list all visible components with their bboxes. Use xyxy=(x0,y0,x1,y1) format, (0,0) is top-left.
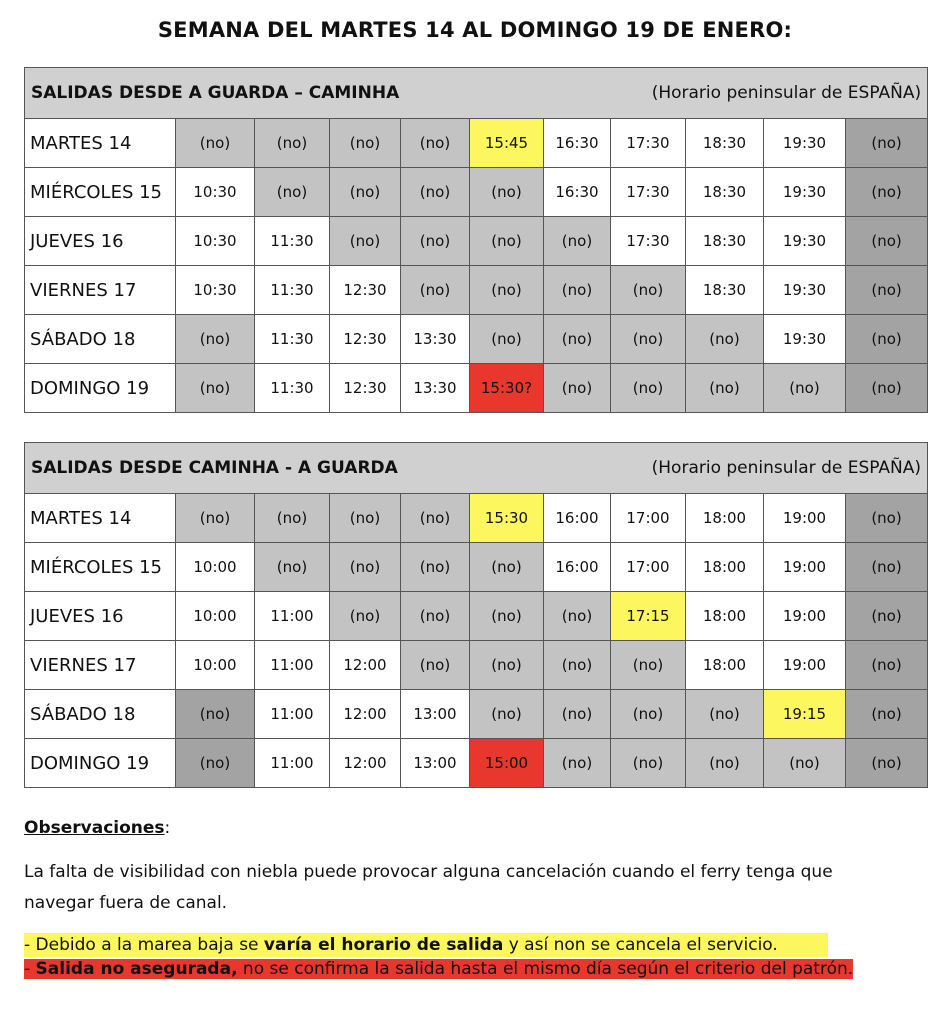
departure-cell: 16:00 xyxy=(544,494,611,543)
departure-cell: (no) xyxy=(255,119,330,168)
departure-cell: 19:30 xyxy=(764,266,846,315)
departure-cell: 19:00 xyxy=(764,543,846,592)
schedule-table-caminha-guarda xyxy=(24,442,928,788)
day-label: SÁBADO 18 xyxy=(25,315,176,364)
departure-cell: 12:00 xyxy=(330,641,401,690)
departure-cell: (no) xyxy=(470,266,544,315)
schedule-row xyxy=(25,641,928,690)
departure-cell: (no) xyxy=(544,592,611,641)
departure-cell: 18:00 xyxy=(686,543,764,592)
departure-cell: 11:00 xyxy=(255,739,330,788)
day-label: MIÉRCOLES 15 xyxy=(25,543,176,592)
departure-cell: 19:30 xyxy=(764,168,846,217)
departure-cell: (no) xyxy=(846,119,928,168)
departure-cell: 10:00 xyxy=(176,543,255,592)
departure-cell: 16:00 xyxy=(544,543,611,592)
departure-cell: (no) xyxy=(846,641,928,690)
departure-cell: (no) xyxy=(255,543,330,592)
legend-red-post: no se confirma la salida hasta el mismo día según el criterio del patrón. xyxy=(237,959,854,979)
timezone-note: (Horario peninsular de ESPAÑA) xyxy=(651,458,922,478)
legend-red-pre: - xyxy=(24,959,36,979)
departure-cell: 12:00 xyxy=(330,690,401,739)
departure-cell: 19:00 xyxy=(764,494,846,543)
departure-cell: 17:15 xyxy=(611,592,686,641)
observations-label: Observaciones xyxy=(24,818,165,838)
table-header-row xyxy=(25,443,928,494)
departure-cell: (no) xyxy=(401,217,470,266)
departure-cell: (no) xyxy=(686,690,764,739)
departure-cell: (no) xyxy=(330,543,401,592)
departure-cell: 17:00 xyxy=(611,494,686,543)
departure-cell: (no) xyxy=(470,168,544,217)
departure-cell: (no) xyxy=(686,364,764,413)
schedule-row xyxy=(25,690,928,739)
departure-cell: (no) xyxy=(330,119,401,168)
day-label: DOMINGO 19 xyxy=(25,739,176,788)
departure-cell: (no) xyxy=(255,494,330,543)
observations-text: La falta de visibilidad con niebla puede provocar alguna cancelación cuando el ferry tenga que navegar fuera de canal. xyxy=(24,862,833,913)
legend-red-bold: Salida no asegurada, xyxy=(35,959,238,979)
day-label: SÁBADO 18 xyxy=(25,690,176,739)
departure-cell: (no) xyxy=(846,266,928,315)
departure-cell: (no) xyxy=(544,364,611,413)
departure-cell: 10:30 xyxy=(176,217,255,266)
departure-cell: (no) xyxy=(846,168,928,217)
departure-cell: 19:30 xyxy=(764,119,846,168)
legend-yellow xyxy=(24,933,828,957)
departure-cell: (no) xyxy=(401,592,470,641)
departure-cell: (no) xyxy=(846,739,928,788)
legend-yellow-bold: varía el horario de salida xyxy=(263,935,504,955)
departure-cell: (no) xyxy=(611,364,686,413)
departure-cell: 18:30 xyxy=(686,119,764,168)
departure-cell: 11:30 xyxy=(255,217,330,266)
departure-cell: 10:00 xyxy=(176,641,255,690)
departure-cell: 18:00 xyxy=(686,641,764,690)
schedule-row xyxy=(25,494,928,543)
day-label: VIERNES 17 xyxy=(25,266,176,315)
departure-cell: (no) xyxy=(846,690,928,739)
table-header xyxy=(25,443,928,494)
observations-colon: : xyxy=(164,818,171,838)
departure-cell: 16:30 xyxy=(544,119,611,168)
departure-cell: (no) xyxy=(846,364,928,413)
departure-cell: (no) xyxy=(846,217,928,266)
departure-cell: 18:30 xyxy=(686,168,764,217)
table-header xyxy=(25,68,928,119)
departure-cell: 18:30 xyxy=(686,266,764,315)
departure-cell: (no) xyxy=(470,641,544,690)
departure-cell: 11:00 xyxy=(255,641,330,690)
departure-cell: (no) xyxy=(611,739,686,788)
departure-cell: 16:30 xyxy=(544,168,611,217)
page-title: SEMANA DEL MARTES 14 AL DOMINGO 19 DE ENERO: xyxy=(157,18,793,42)
departure-cell: (no) xyxy=(846,315,928,364)
departure-cell: (no) xyxy=(611,266,686,315)
schedule-row xyxy=(25,266,928,315)
departure-cell: 13:00 xyxy=(401,739,470,788)
departure-cell: 12:00 xyxy=(330,739,401,788)
departure-cell: (no) xyxy=(401,543,470,592)
departure-cell: 11:00 xyxy=(255,690,330,739)
departure-cell: (no) xyxy=(611,690,686,739)
departure-cell: 18:00 xyxy=(686,494,764,543)
day-label: MIÉRCOLES 15 xyxy=(25,168,176,217)
table-title: SALIDAS DESDE CAMINHA - A GUARDA xyxy=(31,458,398,478)
departure-cell: (no) xyxy=(330,168,401,217)
departure-cell: 19:30 xyxy=(764,217,846,266)
departure-cell: (no) xyxy=(544,315,611,364)
departure-cell: (no) xyxy=(176,315,255,364)
departure-cell: 12:30 xyxy=(330,315,401,364)
day-label: MARTES 14 xyxy=(25,119,176,168)
departure-cell: 13:30 xyxy=(401,315,470,364)
schedule-row xyxy=(25,217,928,266)
schedule-row xyxy=(25,168,928,217)
departure-cell: (no) xyxy=(470,543,544,592)
departure-cell: 11:00 xyxy=(255,592,330,641)
day-label: JUEVES 16 xyxy=(25,592,176,641)
departure-cell: 17:30 xyxy=(611,119,686,168)
day-label: DOMINGO 19 xyxy=(25,364,176,413)
departure-cell: 17:00 xyxy=(611,543,686,592)
departure-cell: 13:00 xyxy=(401,690,470,739)
table-title: SALIDAS DESDE A GUARDA – CAMINHA xyxy=(31,83,400,103)
departure-cell: (no) xyxy=(611,641,686,690)
schedule-table-guarda-caminha xyxy=(24,67,928,413)
departure-cell: (no) xyxy=(846,543,928,592)
departure-cell: 18:00 xyxy=(686,592,764,641)
departure-cell: (no) xyxy=(544,217,611,266)
schedule-row xyxy=(25,119,928,168)
timezone-note: (Horario peninsular de ESPAÑA) xyxy=(651,83,922,103)
departure-cell: (no) xyxy=(764,739,846,788)
departure-cell: 19:00 xyxy=(764,592,846,641)
departure-cell: 19:00 xyxy=(764,641,846,690)
departure-cell: (no) xyxy=(401,641,470,690)
departure-cell: 15:45 xyxy=(470,119,544,168)
departure-cell: (no) xyxy=(330,217,401,266)
departure-cell: 15:30 xyxy=(470,494,544,543)
departure-cell: (no) xyxy=(176,690,255,739)
departure-cell: (no) xyxy=(176,739,255,788)
observations-heading xyxy=(24,818,927,838)
departure-cell: 10:00 xyxy=(176,592,255,641)
departure-cell: 12:30 xyxy=(330,364,401,413)
departure-cell: (no) xyxy=(176,494,255,543)
departure-cell: 11:30 xyxy=(255,364,330,413)
departure-cell: (no) xyxy=(544,641,611,690)
observations-section xyxy=(24,818,927,919)
departure-cell: (no) xyxy=(846,592,928,641)
departure-cell: 15:30? xyxy=(470,364,544,413)
day-label: VIERNES 17 xyxy=(25,641,176,690)
departure-cell: (no) xyxy=(764,364,846,413)
day-label: MARTES 14 xyxy=(25,494,176,543)
departure-cell: (no) xyxy=(401,494,470,543)
departure-cell: (no) xyxy=(470,315,544,364)
departure-cell: (no) xyxy=(255,168,330,217)
departure-cell: (no) xyxy=(544,690,611,739)
departure-cell: (no) xyxy=(176,119,255,168)
departure-cell: 19:15 xyxy=(764,690,846,739)
departure-cell: (no) xyxy=(686,315,764,364)
schedule-row xyxy=(25,543,928,592)
legend-yellow-pre: - Debido a la marea baja se xyxy=(24,935,264,955)
departure-cell: 10:30 xyxy=(176,168,255,217)
schedule-row xyxy=(25,592,928,641)
departure-cell: (no) xyxy=(611,315,686,364)
departure-cell: 11:30 xyxy=(255,266,330,315)
table-header-row xyxy=(25,68,928,119)
departure-cell: 10:30 xyxy=(176,266,255,315)
day-label: JUEVES 16 xyxy=(25,217,176,266)
departure-cell: (no) xyxy=(544,739,611,788)
departure-cell: 17:30 xyxy=(611,217,686,266)
departure-cell: (no) xyxy=(401,168,470,217)
departure-cell: (no) xyxy=(470,690,544,739)
departure-cell: (no) xyxy=(330,592,401,641)
departure-cell: (no) xyxy=(470,217,544,266)
legend-red xyxy=(24,957,909,981)
departure-cell: (no) xyxy=(176,364,255,413)
departure-cell: 15:00 xyxy=(470,739,544,788)
departure-cell: (no) xyxy=(686,739,764,788)
departure-cell: (no) xyxy=(401,119,470,168)
schedule-row xyxy=(25,364,928,413)
departure-cell: (no) xyxy=(846,494,928,543)
departure-cell: 18:30 xyxy=(686,217,764,266)
departure-cell: 11:30 xyxy=(255,315,330,364)
departure-cell: 12:30 xyxy=(330,266,401,315)
schedule-row xyxy=(25,315,928,364)
departure-cell: (no) xyxy=(401,266,470,315)
departure-cell: 17:30 xyxy=(611,168,686,217)
departure-cell: (no) xyxy=(544,266,611,315)
departure-cell: (no) xyxy=(330,494,401,543)
schedule-row xyxy=(25,739,928,788)
legend-yellow-post: y así non se cancela el servicio. xyxy=(503,935,778,955)
departure-cell: (no) xyxy=(470,592,544,641)
departure-cell: 19:30 xyxy=(764,315,846,364)
departure-cell: 13:30 xyxy=(401,364,470,413)
